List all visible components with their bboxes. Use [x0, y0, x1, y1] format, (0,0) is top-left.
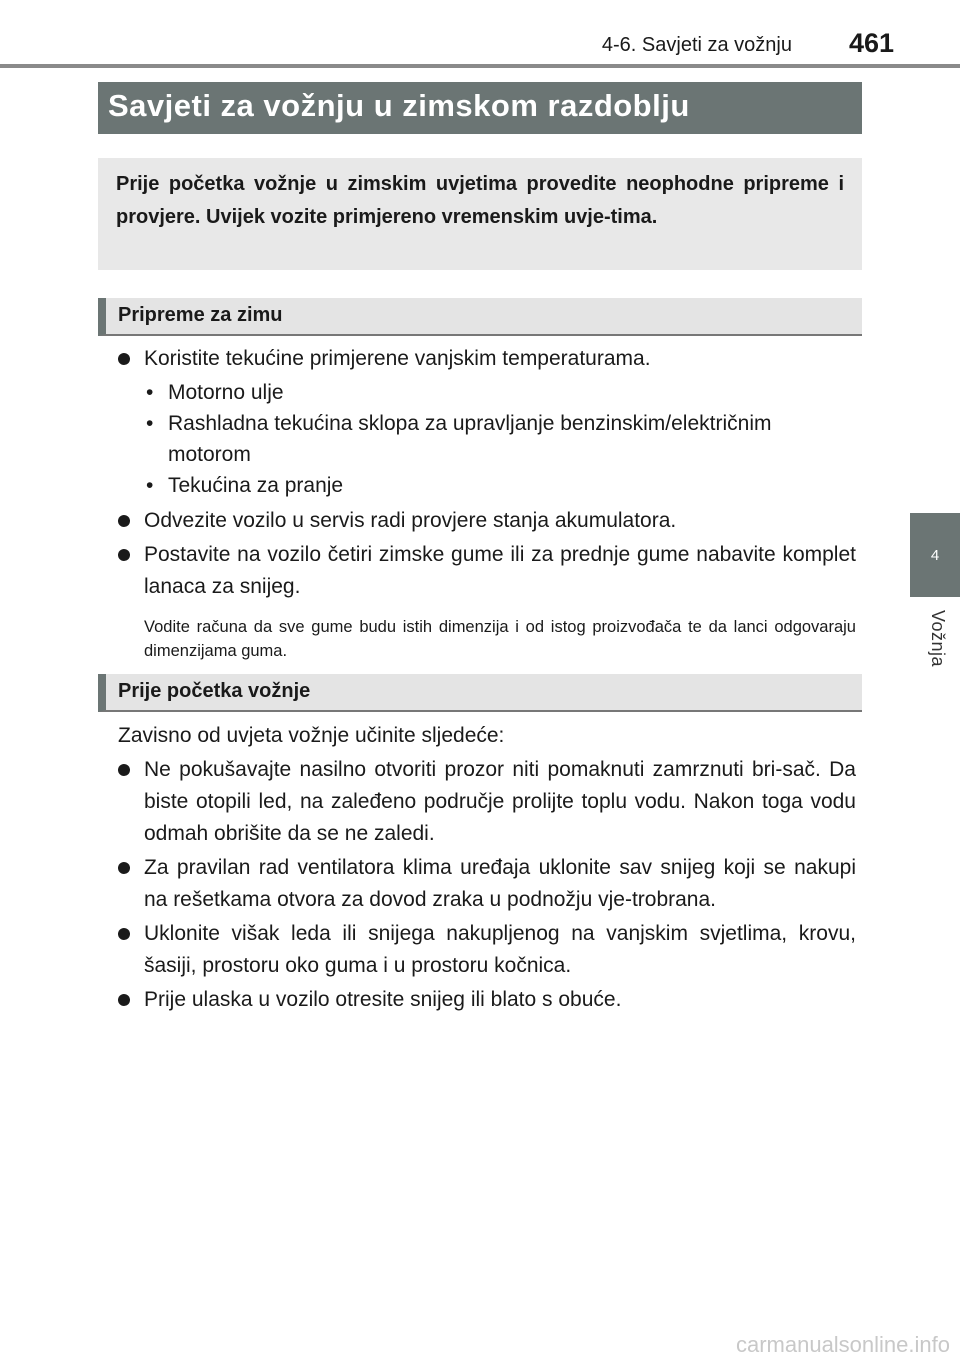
- sub-bullet-icon: •: [146, 412, 154, 435]
- chapter-tab: [910, 513, 960, 597]
- page-title: Savjeti za vožnju u zimskom razdoblju: [98, 82, 862, 134]
- intro-text: Prije početka vožnje u zimskim uvjetima provedite neophodne pripreme i provjere. Uvijek vozite primjereno vremenskim uvje-tima.: [116, 173, 844, 228]
- section-winter-prep-body: [118, 343, 856, 663]
- list-item: Uklonite višak leda ili snijega nakupljenog na vanjskim svjetlima, krovu, šasiji, prostoru oko guma i u prostoru kočnica.: [118, 918, 856, 982]
- list-item: Koristite tekućine primjerene vanjskim temperaturama.: [118, 343, 856, 375]
- list-item: Prije ulaska u vozilo otresite snijeg ili blato s obuće.: [118, 984, 856, 1016]
- bullet-dot-icon: [118, 862, 130, 874]
- section-reference: 4-6. Savjeti za vožnju: [601, 34, 792, 56]
- bullet-dot-icon: [118, 994, 130, 1006]
- watermark: carmanualsonline.info: [735, 1332, 950, 1357]
- list-item: Odvezite vozilo u servis radi provjere stanja akumulatora.: [118, 505, 856, 537]
- chapter-label: Vožnja: [928, 610, 948, 668]
- running-header: [0, 28, 960, 60]
- bullet-dot-icon: [118, 928, 130, 940]
- sub-list-item: • Rashladna tekućina sklopa za upravljanje benzinskim/električnim motorom: [118, 408, 856, 470]
- list-item: Za pravilan rad ventilatora klima uređaja uklonite sav snijeg koji se nakupi na rešetkama otvora za dovod zraka u podnožju vje-trobrana.: [118, 852, 856, 916]
- header-rule: [0, 64, 960, 68]
- section-heading-before-driving: Prije početka vožnje: [98, 674, 862, 712]
- sub-list-item: • Tekućina za pranje: [118, 470, 856, 501]
- bullet-dot-icon: [118, 764, 130, 776]
- list-item: Postavite na vozilo četiri zimske gume ili za prednje gume nabavite komplet lanaca za snijeg.: [118, 539, 856, 603]
- page-number: 461: [848, 28, 894, 58]
- section-before-driving-body: [118, 720, 856, 1018]
- note-text: Vodite računa da sve gume budu istih dimenzija i od istog proizvođača te da lanci odgovaraju dimenzijama guma.: [144, 618, 856, 660]
- chapter-number: 4: [930, 546, 940, 564]
- lead-text: Zavisno od uvjeta vožnje učinite sljedeće:: [118, 724, 505, 747]
- sub-bullet-icon: •: [146, 474, 154, 497]
- bullet-dot-icon: [118, 515, 130, 527]
- sub-list-item: • Motorno ulje: [118, 377, 856, 408]
- list-item: Ne pokušavajte nasilno otvoriti prozor niti pomaknuti zamrznuti bri-sač. Da biste otopili led, na zaleđeno područje prolijte toplu vodu. Nakon toga vodu odmah obrišite da se ne zaledi.: [118, 754, 856, 850]
- bullet-dot-icon: [118, 353, 130, 365]
- intro-box: [98, 158, 862, 270]
- section-heading-winter-prep: Pripreme za zimu: [98, 298, 862, 336]
- sub-bullet-icon: •: [146, 381, 154, 404]
- bullet-dot-icon: [118, 549, 130, 561]
